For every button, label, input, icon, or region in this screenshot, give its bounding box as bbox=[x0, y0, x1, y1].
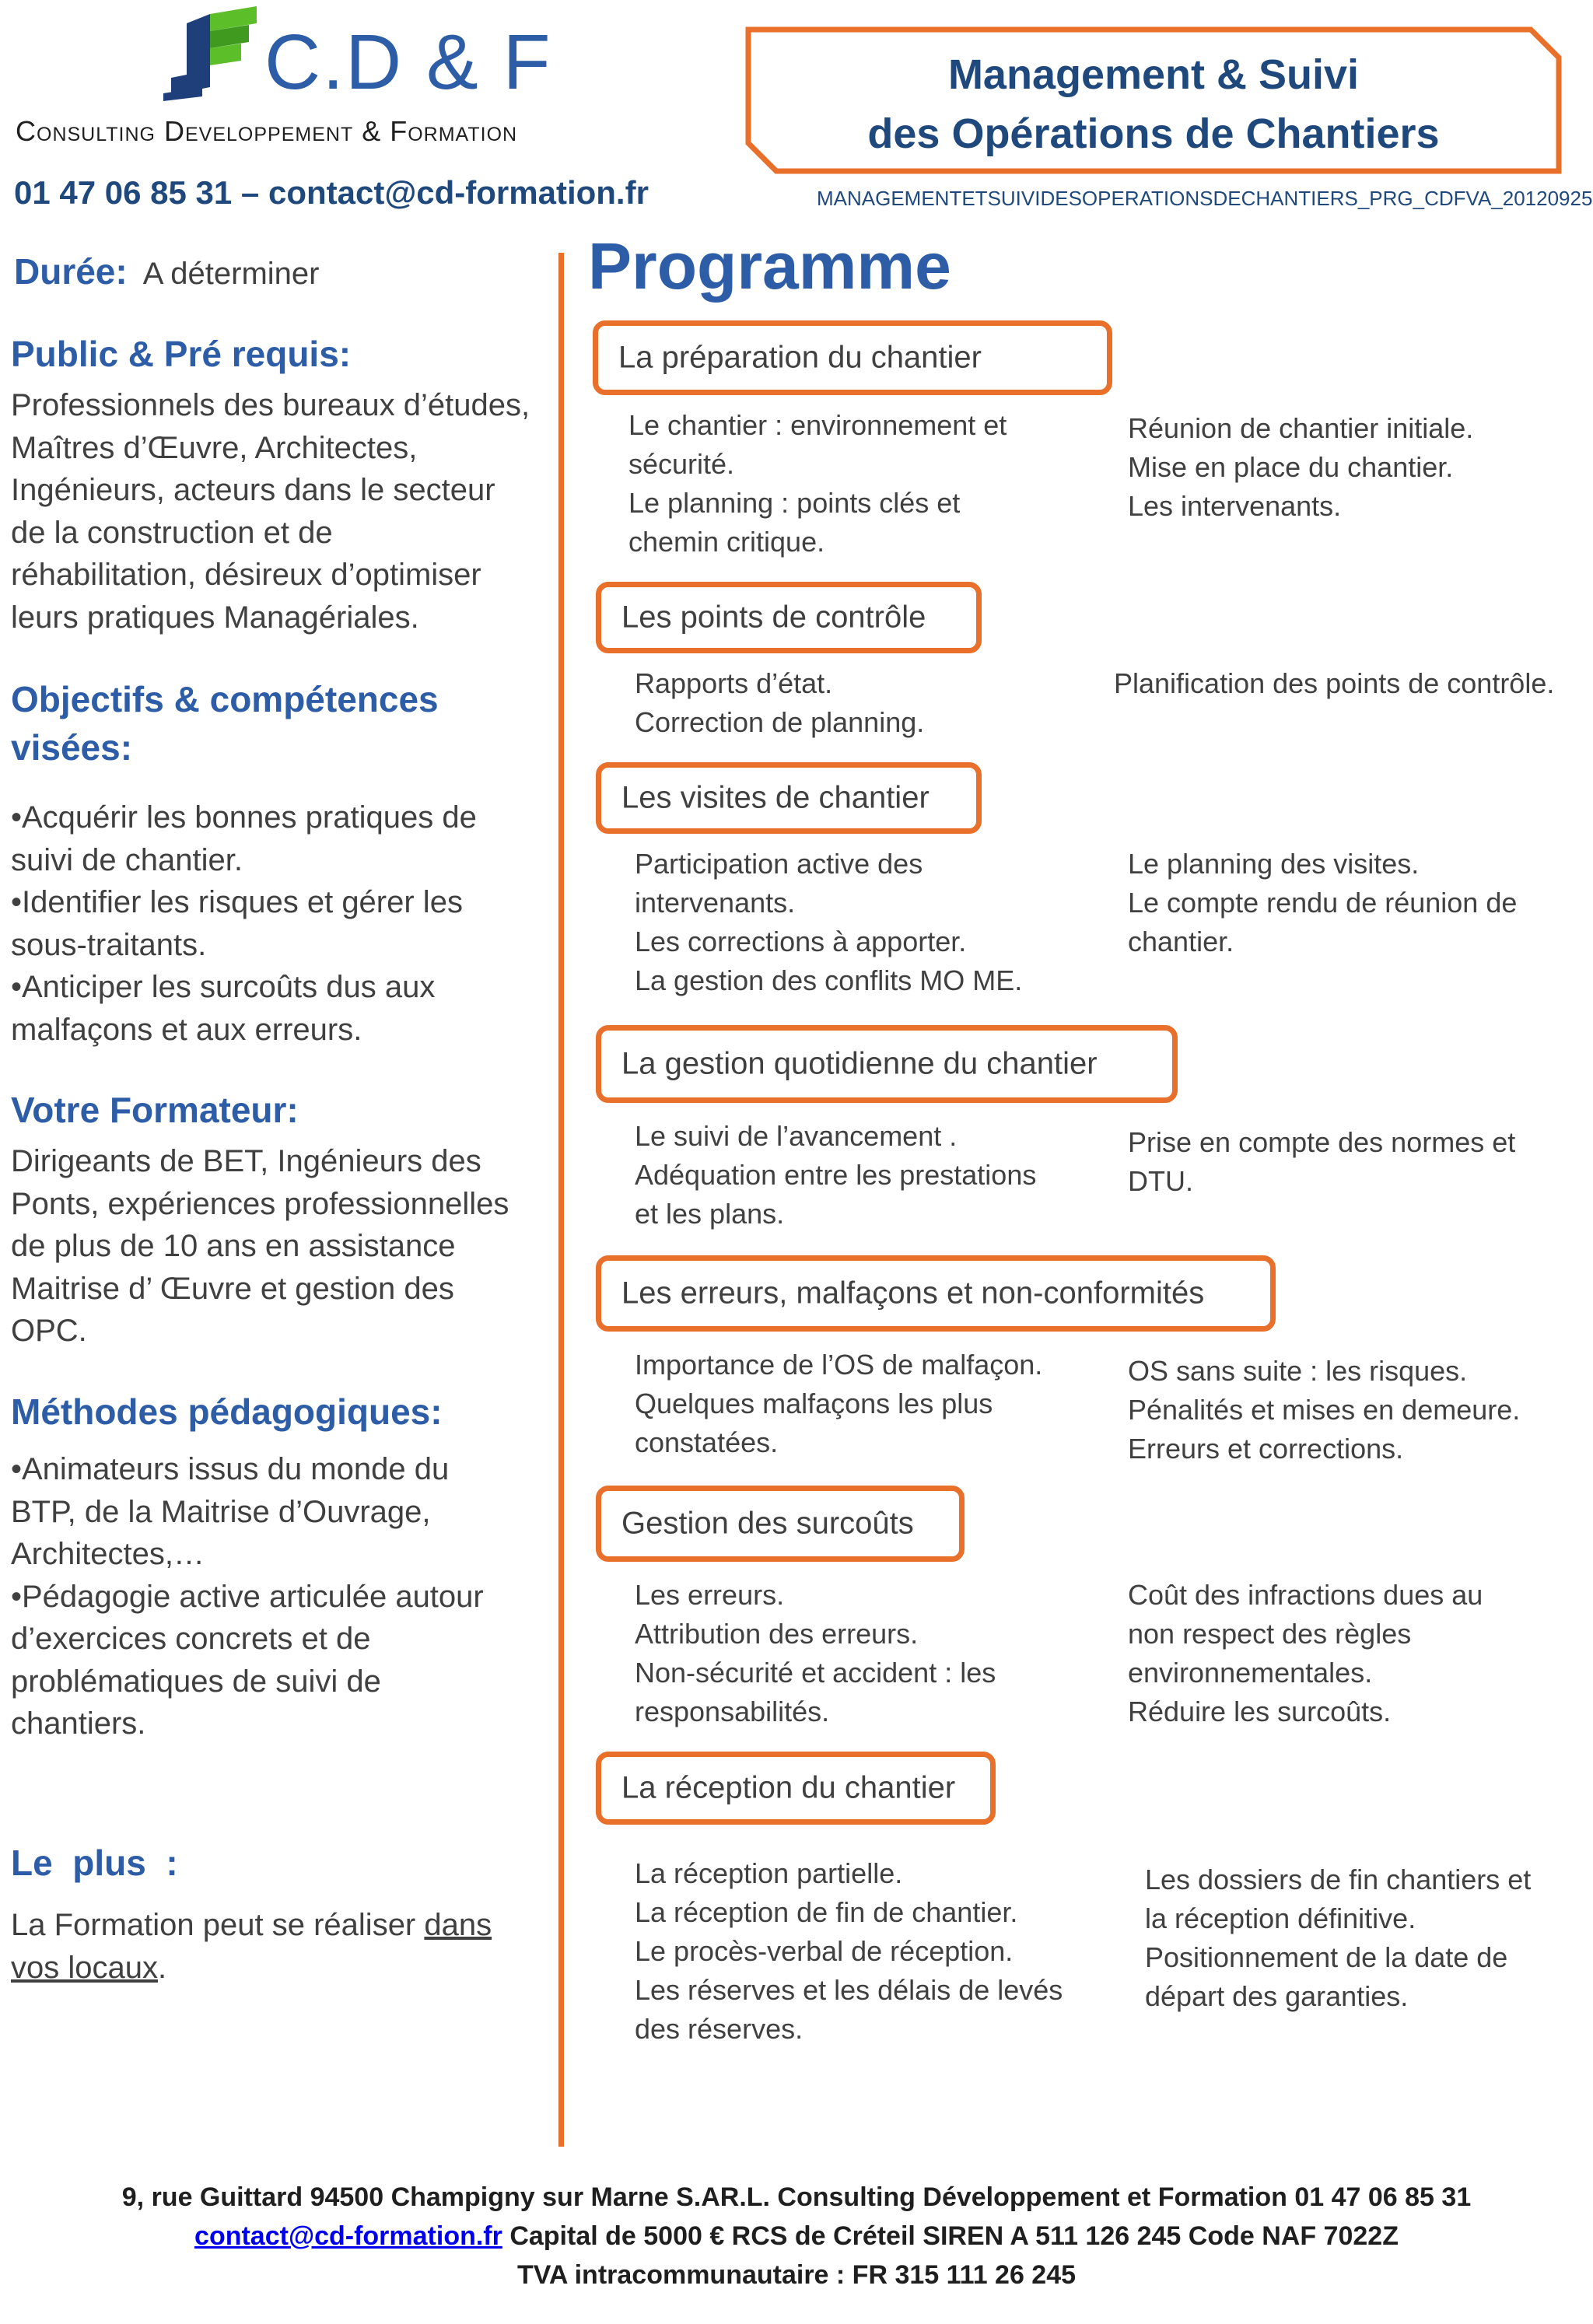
section-header-box bbox=[596, 1255, 1276, 1332]
objectifs-heading-line: Objectifs & compétences bbox=[11, 679, 439, 719]
footer-line-2-rest: Capital de 5000 € RCS de Créteil SIREN A 511 126 245 Code NAF 7022Z bbox=[502, 2221, 1399, 2251]
section-item: chemin critique. bbox=[628, 526, 825, 558]
public-line: leurs pratiques Managériales. bbox=[11, 600, 419, 635]
column-divider bbox=[558, 253, 564, 2147]
document-reference: MANAGEMENTETSUIVIDESOPERATIONSDECHANTIERS_PRG_CDFVA_20120925 bbox=[817, 187, 1593, 210]
section-item: chantier. bbox=[1128, 926, 1234, 957]
section-title: La réception du chantier bbox=[621, 1770, 956, 1805]
section-item: La réception de fin de chantier. bbox=[635, 1896, 1018, 1928]
duree-value: A déterminer bbox=[142, 257, 320, 291]
section-item: responsabilités. bbox=[635, 1696, 830, 1727]
section-item: Les intervenants. bbox=[1128, 490, 1342, 522]
section-item: La réception partielle. bbox=[635, 1857, 903, 1889]
formateur-text bbox=[11, 1140, 509, 1353]
public-line: Ingénieurs, acteurs dans le secteur bbox=[11, 473, 495, 507]
methodes-line: •Animateurs issus du monde du bbox=[11, 1452, 450, 1486]
section-item: Le compte rendu de réunion de bbox=[1128, 887, 1518, 919]
section-item: Erreurs et corrections. bbox=[1128, 1433, 1404, 1465]
section-item: Le suivi de l’avancement . bbox=[635, 1120, 958, 1152]
methodes-line: BTP, de la Maitrise d’Ouvrage, bbox=[11, 1494, 431, 1529]
section-item: La gestion des conflits MO ME. bbox=[635, 964, 1023, 996]
section-right-column bbox=[1128, 1576, 1483, 1731]
public-text bbox=[11, 384, 530, 639]
section-header-box bbox=[596, 582, 982, 653]
section-item: Non-sécurité et accident : les bbox=[635, 1657, 996, 1689]
section-item: Le procès-verbal de réception. bbox=[635, 1935, 1014, 1967]
section-item: constatées. bbox=[635, 1426, 779, 1458]
objectifs-line: sous-traitants. bbox=[11, 927, 207, 962]
public-heading: Public & Pré requis: bbox=[11, 334, 352, 374]
section-header-box bbox=[596, 762, 982, 834]
section-title: Gestion des surcoûts bbox=[621, 1506, 914, 1541]
section-header-box bbox=[596, 1486, 965, 1562]
logo-text: C.D & F bbox=[264, 19, 552, 106]
document-title bbox=[745, 45, 1562, 163]
programme-title: Programme bbox=[588, 229, 951, 303]
plus-heading: Le plus : bbox=[11, 1843, 178, 1883]
footer-line-2 bbox=[0, 2217, 1593, 2256]
section-item: départ des garanties. bbox=[1145, 1980, 1409, 2012]
duree bbox=[14, 247, 320, 298]
section-left-column bbox=[635, 1854, 1063, 2049]
formateur-line: Dirigeants de BET, Ingénieurs des bbox=[11, 1144, 481, 1178]
logo-subtitle: Consulting Developpement & Formation bbox=[16, 115, 518, 147]
logo-mark bbox=[156, 0, 280, 101]
section-header-box bbox=[593, 320, 1112, 395]
footer bbox=[0, 2178, 1593, 2294]
section-item: DTU. bbox=[1128, 1165, 1193, 1197]
title-line-2: des Opérations de Chantiers bbox=[867, 110, 1440, 157]
section-title: Les points de contrôle bbox=[621, 600, 926, 635]
section-item: Les erreurs. bbox=[635, 1579, 785, 1611]
section-item: Rapports d’état. bbox=[635, 667, 833, 699]
section-item: Prise en compte des normes et bbox=[1128, 1126, 1516, 1158]
section-item: Réunion de chantier initiale. bbox=[1128, 412, 1474, 444]
objectifs-heading-line: visées: bbox=[11, 727, 133, 768]
contact-line: 01 47 06 85 31 – contact@cd-formation.fr bbox=[14, 174, 649, 211]
section-left-column bbox=[635, 1117, 1036, 1234]
section-item: Quelques malfaçons les plus bbox=[635, 1388, 993, 1419]
methodes-text bbox=[11, 1448, 484, 1745]
section-left-column bbox=[628, 406, 1007, 562]
section-item: Le planning des visites. bbox=[1128, 848, 1420, 880]
section-item: OS sans suite : les risques. bbox=[1128, 1355, 1468, 1387]
formateur-line: Maitrise d’ Œuvre et gestion des bbox=[11, 1271, 454, 1306]
section-item: la réception définitive. bbox=[1145, 1902, 1416, 1934]
section-title: Les erreurs, malfaçons et non-conformités bbox=[621, 1276, 1205, 1311]
objectifs-line: •Identifier les risques et gérer les bbox=[11, 885, 463, 919]
plus-text bbox=[11, 1904, 492, 1989]
section-item: intervenants. bbox=[635, 887, 796, 919]
formateur-line: OPC. bbox=[11, 1314, 87, 1348]
plus-text-start: La Formation peut se réaliser bbox=[11, 1908, 425, 1942]
section-item: Les réserves et les délais de levés bbox=[635, 1974, 1063, 2006]
objectifs-text bbox=[11, 796, 477, 1051]
section-item: sécurité. bbox=[628, 448, 735, 480]
section-left-column bbox=[635, 664, 924, 742]
section-right-column bbox=[1128, 845, 1517, 961]
plus-underlined-2: vos locaux bbox=[11, 1950, 158, 1985]
section-right-column bbox=[1128, 409, 1473, 526]
section-right-column bbox=[1128, 1352, 1520, 1468]
section-item: Les dossiers de fin chantiers et bbox=[1145, 1864, 1532, 1895]
section-item: Importance de l’OS de malfaçon. bbox=[635, 1349, 1043, 1381]
title-line-1: Management & Suivi bbox=[947, 51, 1360, 98]
plus-text-end: . bbox=[157, 1950, 167, 1985]
section-item: Adéquation entre les prestations bbox=[635, 1159, 1037, 1191]
section-item: Réduire les surcoûts. bbox=[1128, 1696, 1392, 1727]
objectifs-line: malfaçons et aux erreurs. bbox=[11, 1012, 362, 1047]
public-line: Professionnels des bureaux d’études, bbox=[11, 388, 530, 422]
duree-label: Durée: bbox=[14, 251, 128, 292]
section-right-column bbox=[1114, 664, 1554, 703]
plus-underlined-1: dans bbox=[424, 1908, 492, 1942]
methodes-heading: Méthodes pédagogiques: bbox=[11, 1391, 443, 1432]
footer-email-link[interactable]: contact@cd-formation.fr bbox=[194, 2221, 502, 2251]
formateur-line: Ponts, expériences professionnelles bbox=[11, 1186, 509, 1221]
objectifs-line: suivi de chantier. bbox=[11, 842, 243, 877]
public-line: de la construction et de bbox=[11, 515, 333, 550]
objectifs-line: •Anticiper les surcoûts dus aux bbox=[11, 970, 436, 1004]
section-right-column bbox=[1128, 1123, 1515, 1201]
objectifs-line: •Acquérir les bonnes pratiques de bbox=[11, 800, 477, 835]
formateur-line: de plus de 10 ans en assistance bbox=[11, 1229, 456, 1263]
methodes-line: •Pédagogie active articulée autour bbox=[11, 1579, 484, 1614]
section-item: Positionnement de la date de bbox=[1145, 1941, 1508, 1973]
section-header-box bbox=[596, 1752, 996, 1825]
section-right-column bbox=[1145, 1860, 1531, 2016]
section-item: Participation active des bbox=[635, 848, 923, 880]
section-item: Planification des points de contrôle. bbox=[1114, 667, 1555, 699]
section-item: Mise en place du chantier. bbox=[1128, 451, 1454, 483]
methodes-line: Architectes,… bbox=[11, 1537, 205, 1571]
section-header-box bbox=[596, 1025, 1178, 1103]
section-item: Pénalités et mises en demeure. bbox=[1128, 1394, 1521, 1426]
methodes-line: problématiques de suivi de bbox=[11, 1664, 381, 1699]
section-item: Attribution des erreurs. bbox=[635, 1618, 919, 1650]
section-left-column bbox=[635, 1576, 996, 1731]
methodes-line: chantiers. bbox=[11, 1706, 146, 1741]
public-line: réhabilitation, désireux d’optimiser bbox=[11, 558, 481, 592]
methodes-line: d’exercices concrets et de bbox=[11, 1622, 371, 1656]
section-item: et les plans. bbox=[635, 1198, 785, 1230]
section-title: La gestion quotidienne du chantier bbox=[621, 1046, 1098, 1081]
formateur-heading: Votre Formateur: bbox=[11, 1090, 299, 1130]
objectifs-heading bbox=[11, 675, 439, 772]
section-item: Le planning : points clés et bbox=[628, 487, 961, 519]
section-item: Correction de planning. bbox=[635, 706, 925, 738]
footer-line-1: 9, rue Guittard 94500 Champigny sur Marne S.AR.L. Consulting Développement et Formation 01 47 06 85 31 bbox=[121, 2182, 1472, 2212]
section-left-column bbox=[635, 1346, 1042, 1462]
section-item: non respect des règles bbox=[1128, 1618, 1412, 1650]
section-item: des réserves. bbox=[635, 2013, 804, 2045]
section-title: La préparation du chantier bbox=[618, 340, 982, 375]
section-item: Le chantier : environnement et bbox=[628, 409, 1007, 441]
section-item: environnementales. bbox=[1128, 1657, 1373, 1689]
section-item: Coût des infractions dues au bbox=[1128, 1579, 1483, 1611]
public-line: Maîtres d’Œuvre, Architectes, bbox=[11, 430, 418, 465]
section-left-column bbox=[635, 845, 1022, 1000]
section-item: Les corrections à apporter. bbox=[635, 926, 967, 957]
footer-line-3: TVA intracommunautaire : FR 315 111 26 245 bbox=[516, 2260, 1077, 2290]
section-title: Les visites de chantier bbox=[621, 780, 930, 815]
